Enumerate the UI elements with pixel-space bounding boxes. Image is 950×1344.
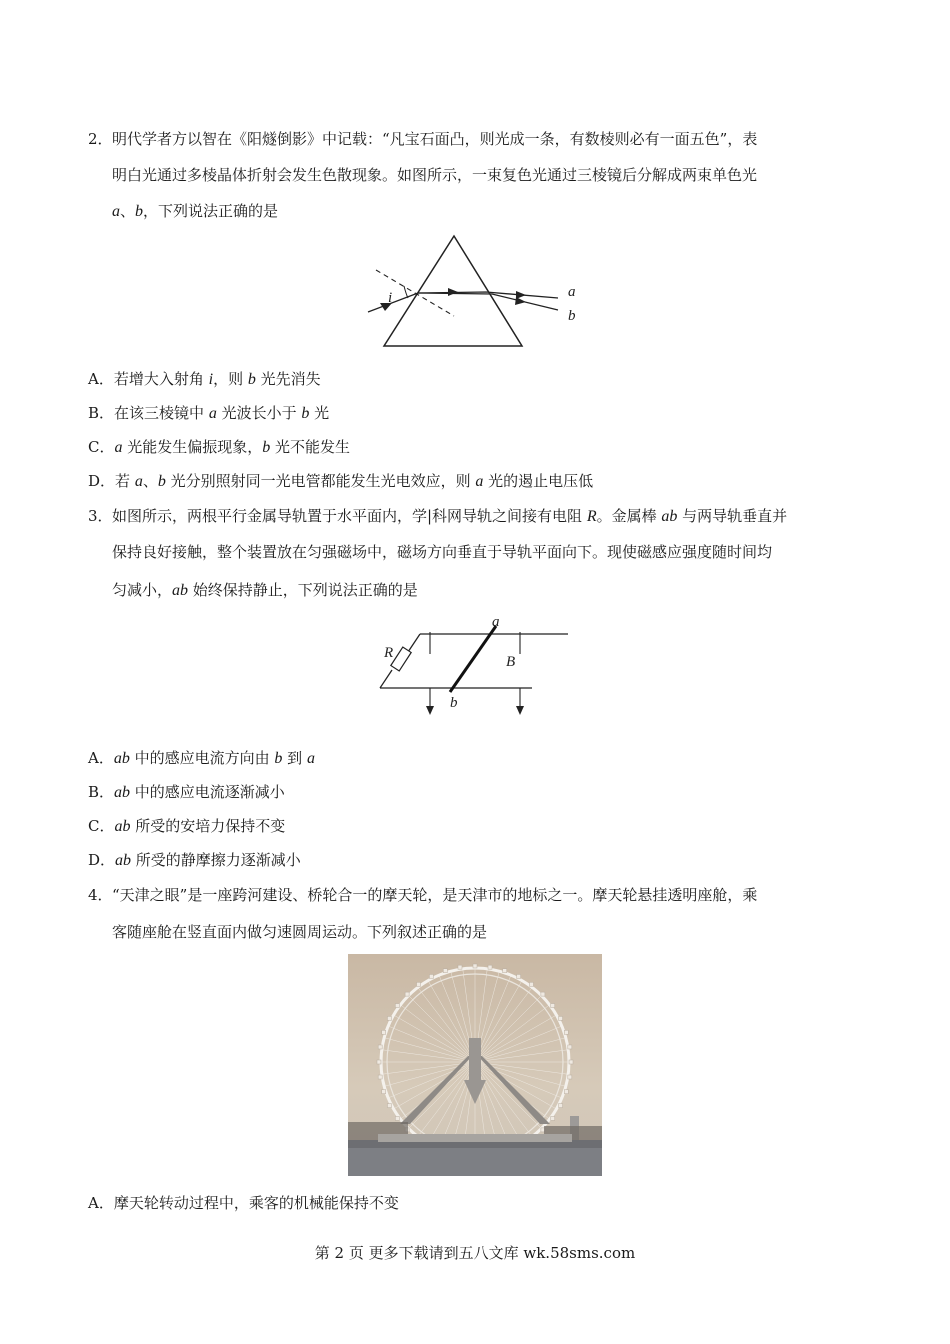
metal-rod-ab bbox=[450, 626, 496, 692]
arrow-down-right bbox=[516, 706, 524, 715]
wheel-cabin bbox=[377, 1060, 381, 1064]
var-a: a bbox=[134, 473, 143, 490]
q2-option-d[interactable] bbox=[88, 470, 593, 493]
text: 始终保持静止，下列说法正确的是 bbox=[188, 581, 418, 599]
resistor-R bbox=[391, 647, 411, 671]
var-R: R bbox=[586, 508, 597, 525]
rail-left-connector-top bbox=[408, 634, 420, 652]
arrow-down-left bbox=[426, 706, 434, 715]
option-text: 所受的静摩擦力逐渐减小 bbox=[131, 851, 301, 869]
q2-number: 2． bbox=[88, 130, 113, 148]
angle-arc bbox=[404, 286, 408, 298]
option-text: 中的感应电流方向由 bbox=[129, 749, 275, 767]
option-text: 光不能发生 bbox=[270, 438, 351, 456]
q2-option-b[interactable] bbox=[88, 402, 329, 425]
wheel-cabin bbox=[541, 992, 545, 996]
wheel-cabin bbox=[517, 974, 521, 978]
q3-text-line3 bbox=[112, 579, 418, 602]
label-b: b bbox=[450, 695, 458, 711]
wheel-cabin bbox=[529, 982, 533, 986]
wheel-cabin bbox=[395, 1116, 399, 1120]
wheel-cabin bbox=[387, 1104, 391, 1108]
option-text: 摩天轮转动过程中，乘客的机械能保持不变 bbox=[113, 1194, 399, 1212]
option-text: 光 bbox=[309, 404, 330, 422]
rail-left-connector-bottom bbox=[380, 670, 392, 688]
option-label: C． bbox=[88, 438, 115, 456]
prism-figure bbox=[362, 230, 592, 355]
var-a: a bbox=[306, 750, 315, 767]
wheel-cabin bbox=[458, 965, 462, 969]
wheel-cabin bbox=[382, 1090, 386, 1094]
q4-text-line2: 客随座舱在竖直面内做匀速圆周运动。下列叙述正确的是 bbox=[112, 923, 488, 941]
option-label: A． bbox=[88, 1194, 114, 1212]
wheel-cabin bbox=[405, 992, 409, 996]
wheel-cabin bbox=[559, 1104, 563, 1108]
text: 如图所示，两根平行金属导轨置于水平面内，学|科网导轨之间接有电阻 bbox=[112, 507, 587, 525]
option-text: 中的感应电流逐渐减小 bbox=[130, 783, 285, 801]
option-text: 、 bbox=[142, 472, 158, 490]
text: 匀减小， bbox=[112, 581, 173, 599]
var-ab: ab bbox=[115, 852, 132, 869]
option-text: 光波长小于 bbox=[216, 404, 302, 422]
option-label: D． bbox=[88, 851, 116, 869]
wheel-cabin bbox=[564, 1090, 568, 1094]
label-a: a bbox=[492, 614, 500, 630]
wheel-cabin bbox=[568, 1045, 572, 1049]
option-label: C． bbox=[88, 817, 115, 835]
option-text: 若 bbox=[115, 472, 135, 490]
wheel-cabin bbox=[568, 1075, 572, 1079]
q3-number: 3． bbox=[88, 507, 113, 525]
wheel-cabin bbox=[395, 1004, 399, 1008]
q2-text-line1: 明代学者方以智在《阳燧倒影》中记载：“凡宝石面凸，则光成一条，有数棱则必有一面五色”，表 bbox=[112, 130, 758, 148]
option-label: A． bbox=[88, 749, 114, 767]
var-ab: ab bbox=[172, 582, 189, 599]
option-text: 光能发生偏振现象， bbox=[122, 438, 263, 456]
var-a: a bbox=[208, 405, 217, 422]
wheel-cabin bbox=[564, 1030, 568, 1034]
q4-number: 4． bbox=[88, 886, 113, 904]
var-b: b bbox=[301, 405, 310, 422]
label-i: i bbox=[388, 290, 393, 306]
wheel-cabin bbox=[551, 1116, 555, 1120]
wheel-cabin bbox=[503, 969, 507, 973]
option-text: 所受的安培力保持不变 bbox=[130, 817, 286, 835]
q2-text-line2: 明白光通过多棱晶体折射会发生色散现象。如图所示，一束复色光通过三棱镜后分解成两束单色光 bbox=[112, 166, 758, 184]
ferris-wheel-photo bbox=[348, 954, 602, 1176]
q3-text-line2: 保持良好接触，整个装置放在匀强磁场中，磁场方向垂直于导轨平面向下。现使磁感应强度随时间均 bbox=[112, 543, 773, 561]
wheel-cabin bbox=[382, 1030, 386, 1034]
bridge-base bbox=[378, 1134, 572, 1142]
var-ab: ab bbox=[114, 818, 131, 835]
var-ab: ab bbox=[113, 750, 130, 767]
wheel-cabin bbox=[378, 1045, 382, 1049]
rail-figure bbox=[372, 612, 577, 722]
sep: 、 bbox=[120, 202, 136, 220]
label-B: B bbox=[506, 654, 516, 670]
river bbox=[348, 1148, 602, 1176]
wheel-cabin bbox=[378, 1075, 382, 1079]
option-text: 光先消失 bbox=[255, 370, 321, 388]
q2-option-a[interactable] bbox=[88, 368, 321, 391]
label-b: b bbox=[568, 308, 576, 324]
page-footer: 第 2 页 更多下载请到五八文库 wk.58sms.com bbox=[314, 1244, 636, 1262]
wheel-cabin bbox=[559, 1016, 563, 1020]
wheel-cabin bbox=[551, 1004, 555, 1008]
var-ab: ab bbox=[114, 784, 131, 801]
var-b: b bbox=[247, 371, 256, 388]
q4-option-a[interactable] bbox=[88, 1192, 399, 1214]
arrow-b bbox=[515, 297, 526, 305]
q2-text-line3 bbox=[112, 200, 278, 223]
option-text: 在该三棱镜中 bbox=[114, 404, 209, 422]
option-text: 光分别照射同一光电管都能发生光电效应，则 bbox=[165, 472, 476, 490]
q2-option-c[interactable] bbox=[88, 436, 350, 459]
q3-text-line1 bbox=[112, 505, 787, 528]
var-a: a bbox=[112, 203, 120, 220]
arrow-a-1 bbox=[448, 288, 458, 296]
wheel-cabin bbox=[569, 1060, 573, 1064]
text: 与两导轨垂直并 bbox=[677, 507, 788, 525]
var-b: b bbox=[157, 473, 166, 490]
wheel-cabin bbox=[473, 964, 477, 968]
text: 。金属棒 bbox=[596, 507, 662, 525]
q4-text-line1: “天津之眼”是一座跨河建设、桥轮合一的摩天轮，是天津市的地标之一。摩天轮悬挂透明座舱，乘 bbox=[112, 886, 758, 904]
option-label: B． bbox=[88, 783, 115, 801]
option-label: B． bbox=[88, 404, 115, 422]
var-b: b bbox=[262, 439, 271, 456]
var-i: i bbox=[208, 371, 214, 388]
wheel-cabin bbox=[387, 1016, 391, 1020]
label-R: R bbox=[384, 645, 394, 661]
incident-ray bbox=[368, 293, 418, 312]
label-a: a bbox=[568, 284, 576, 300]
option-label: D． bbox=[88, 472, 116, 490]
option-text: 若增大入射角 bbox=[113, 370, 209, 388]
wheel-cabin bbox=[488, 965, 492, 969]
option-label: A． bbox=[88, 370, 114, 388]
q3-option-c[interactable] bbox=[88, 815, 285, 838]
option-text: 光的遏止电压低 bbox=[483, 472, 594, 490]
var-ab: ab bbox=[661, 508, 678, 525]
var-b: b bbox=[135, 203, 144, 220]
wheel-cabin bbox=[417, 982, 421, 986]
q3-option-b[interactable] bbox=[88, 781, 285, 804]
wheel-cabin bbox=[429, 974, 433, 978]
var-b: b bbox=[274, 750, 283, 767]
var-a: a bbox=[114, 439, 123, 456]
q3-option-a[interactable] bbox=[88, 747, 315, 770]
wheel-cabin bbox=[443, 969, 447, 973]
q3-option-d[interactable] bbox=[88, 849, 301, 872]
support-column bbox=[469, 1038, 481, 1080]
q2-prompt: ，下列说法正确的是 bbox=[143, 202, 279, 220]
option-text: 到 bbox=[282, 749, 307, 767]
var-a: a bbox=[475, 473, 484, 490]
option-text: ，则 bbox=[213, 370, 248, 388]
